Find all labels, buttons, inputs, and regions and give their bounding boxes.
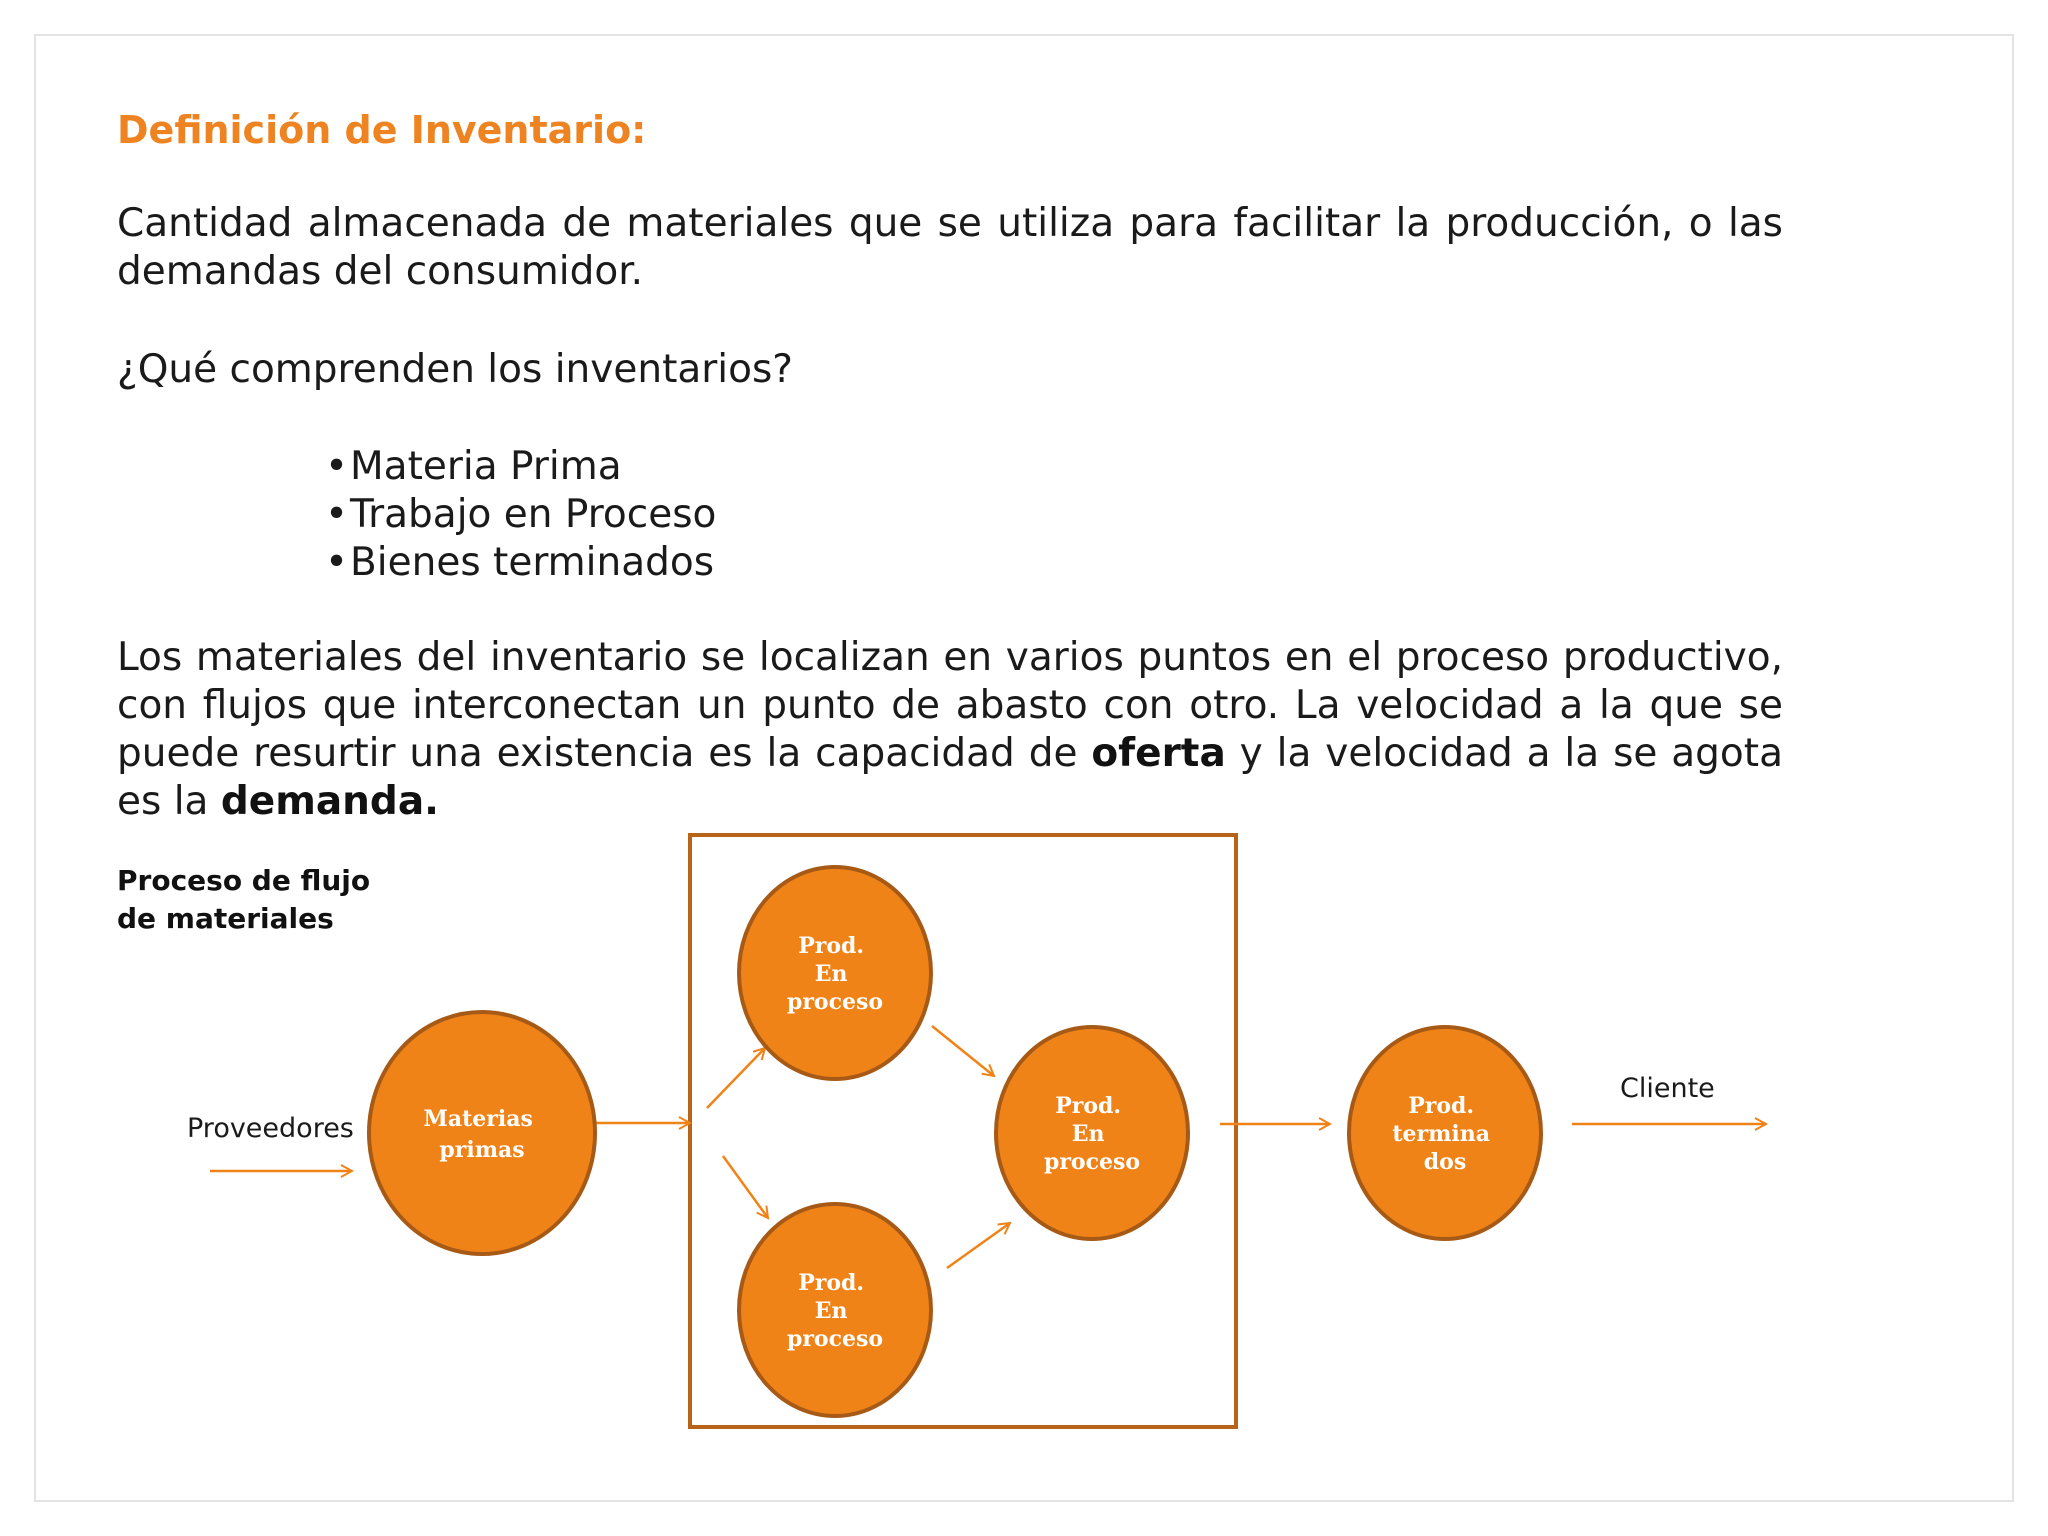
wip-top-to-middle-arrow — [932, 1026, 994, 1076]
page-title: Definición de Inventario: — [117, 108, 647, 152]
explanation-text-1: Los materiales del inventario se localizan en varios puntos en el proceso productivo, con flujos que interconectan un punto de abasto con otro. La velocidad a la que se puede resurtir una existencia es la capacidad de — [117, 635, 1783, 776]
list-item: • Materia Prima — [325, 443, 716, 491]
wip-bottom-label: Prod. En proceso — [786, 1270, 884, 1352]
supplier-label: Proveedores — [187, 1113, 354, 1144]
question-text: ¿Qué comprenden los inventarios? — [117, 347, 794, 392]
diagram-title: Proceso de flujo de materiales — [117, 864, 371, 935]
list-item: • Bienes terminados — [325, 539, 716, 587]
finished-goods-label: Prod. termina dos — [1392, 1093, 1490, 1175]
explanation-text-2: y la velocidad a la se agota es la — [117, 731, 1783, 824]
raw-materials-node — [369, 1012, 595, 1254]
keyword-oferta: oferta — [1091, 731, 1226, 776]
wip-top-label: Prod. En proceso — [786, 933, 884, 1015]
arrow-to-wip-top — [707, 1048, 765, 1108]
keyword-demanda: demanda. — [220, 779, 439, 824]
raw-materials-label: Materias primas — [423, 1106, 533, 1163]
wip-middle-label: Prod. En proceso — [1043, 1093, 1141, 1175]
list-item: • Trabajo en Proceso — [325, 491, 716, 539]
wip-bottom-to-middle-arrow — [947, 1223, 1010, 1268]
definition-paragraph: Cantidad almacenada de materiales que se utiliza para facilitar la producción, o las demandas del consumidor. — [117, 201, 1783, 294]
customer-label: Cliente — [1620, 1073, 1715, 1104]
arrow-to-wip-bottom — [723, 1156, 768, 1218]
